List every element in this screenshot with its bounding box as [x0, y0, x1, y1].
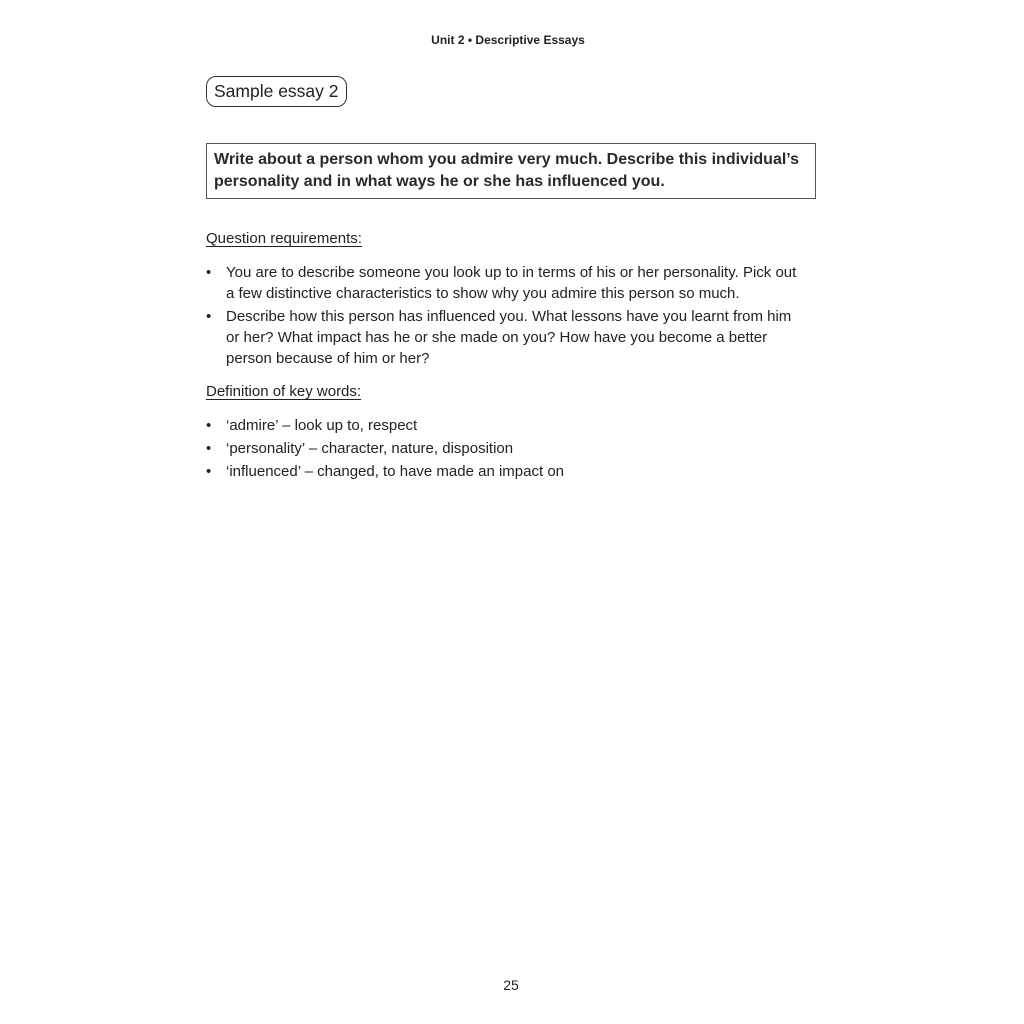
sample-essay-label: Sample essay 2 [206, 76, 347, 107]
requirement-item: • Describe how this person has influenced you. What lessons have you learnt from him or her? What impact has he or she made on you? How have you become a better person because of him or her? [206, 306, 806, 369]
definitions-list [206, 415, 806, 484]
header-title: Descriptive Essays [475, 33, 585, 47]
requirements-list [206, 262, 806, 371]
definition-item: • ‘personality’ – character, nature, disposition [206, 438, 806, 459]
essay-prompt-box: Write about a person whom you admire very much. Describe this individual’s personality and in what ways he or she has influenced you. [206, 143, 816, 199]
page-number: 25 [503, 977, 519, 993]
requirements-heading: Question requirements: [206, 230, 362, 247]
header-separator: • [467, 33, 473, 47]
running-header [0, 33, 1016, 47]
definitions-heading: Definition of key words: [206, 383, 362, 400]
header-unit: Unit 2 [431, 33, 465, 47]
definition-item: • ‘influenced’ – changed, to have made an impact on [206, 461, 806, 482]
definition-item: • ‘admire’ – look up to, respect [206, 415, 806, 436]
requirement-item: • You are to describe someone you look up to in terms of his or her personality. Pick out a few distinctive characteristics to show why you admire this person so much. [206, 262, 806, 304]
